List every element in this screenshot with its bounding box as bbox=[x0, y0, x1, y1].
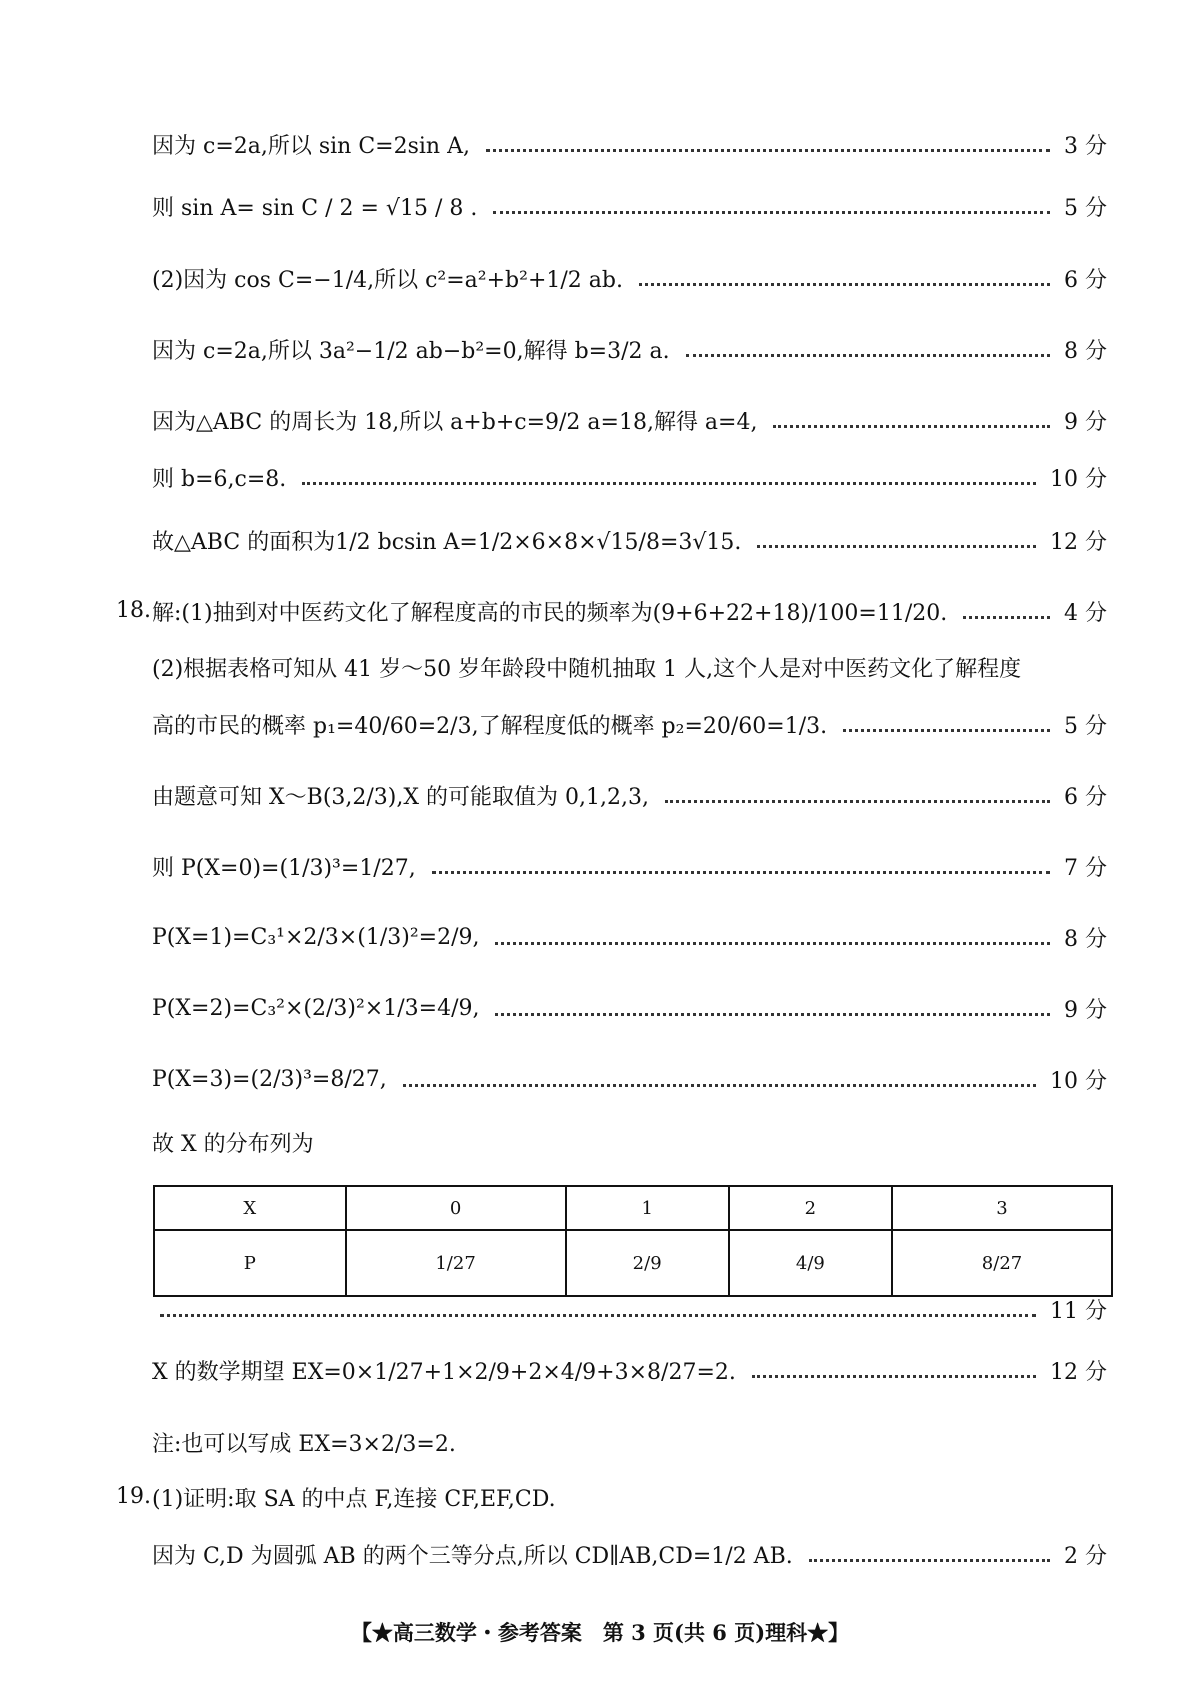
answer-expression: 则 b=6,c=8. bbox=[152, 466, 287, 492]
score-label: 9 分 bbox=[1064, 409, 1107, 435]
leader-dots bbox=[403, 1084, 1036, 1087]
leader-dots bbox=[160, 1314, 1036, 1317]
score-label: 8 分 bbox=[1064, 926, 1107, 952]
leader-dots bbox=[757, 545, 1036, 548]
leader-dots bbox=[639, 283, 1050, 286]
answer-line bbox=[152, 396, 1107, 444]
leader-dots bbox=[302, 482, 1036, 485]
table-cell: 0 bbox=[346, 1186, 566, 1230]
answer-expression: (2)因为 cos C=−1/4,所以 c²=a²+b²+1/2 ab. bbox=[152, 267, 623, 293]
distribution-table bbox=[153, 1185, 1113, 1297]
answer-line bbox=[152, 1530, 1107, 1578]
answer-expression: 因为 c=2a,所以 sin C=2sin A, bbox=[152, 133, 470, 159]
score-label: 12 分 bbox=[1050, 529, 1107, 555]
score-label: 2 分 bbox=[1064, 1543, 1107, 1569]
answer-expression: P(X=1)=C₃¹×2/3×(1/3)²=2/9, bbox=[152, 924, 480, 950]
score-label: 8 分 bbox=[1064, 338, 1107, 364]
score-label: 5 分 bbox=[1064, 713, 1107, 739]
leader-dots bbox=[432, 871, 1050, 874]
leader-dots bbox=[773, 425, 1050, 428]
answer-line bbox=[152, 127, 1107, 161]
answer-expression: 故△ABC 的面积为1/2 bcsin A=1/2×6×8×√15/8=3√15. bbox=[152, 529, 742, 555]
answer-expression: 高的市民的概率 p₁=40/60=2/3,了解程度低的概率 p₂=20/60=1/3. bbox=[152, 713, 828, 739]
answer-line bbox=[152, 182, 1107, 230]
score-label: 5 分 bbox=[1064, 195, 1107, 221]
score-label: 11 分 bbox=[1050, 1298, 1107, 1324]
answer-line bbox=[152, 1125, 1107, 1159]
answer-line bbox=[152, 984, 1107, 1032]
leader-dots bbox=[686, 354, 1050, 357]
answer-expression: 由题意可知 X～B(3,2/3),X 的可能取值为 0,1,2,3, bbox=[152, 784, 649, 810]
leader-dots bbox=[495, 1013, 1050, 1016]
answer-line bbox=[152, 460, 1107, 494]
answer-expression: 因为△ABC 的周长为 18,所以 a+b+c=9/2 a=18,解得 a=4, bbox=[152, 409, 758, 435]
answer-expression: 故 X 的分布列为 bbox=[152, 1131, 314, 1157]
table-cell: 2/9 bbox=[566, 1230, 729, 1296]
answer-expression: 则 sin A= sin C / 2 = √15 / 8 . bbox=[152, 195, 478, 221]
leader-dots bbox=[495, 942, 1050, 945]
table-cell: 3 bbox=[892, 1186, 1112, 1230]
score-label: 6 分 bbox=[1064, 784, 1107, 810]
table-row bbox=[154, 1230, 1112, 1296]
score-label: 3 分 bbox=[1064, 133, 1107, 159]
answer-line bbox=[152, 254, 1107, 302]
page-footer: 【★高三数学・参考答案 第 3 页(共 6 页)理科★】 bbox=[350, 1620, 850, 1645]
answer-expression: P(X=3)=(2/3)³=8/27, bbox=[152, 1066, 387, 1092]
answer-line bbox=[152, 1418, 1107, 1466]
answer-expression: 因为 c=2a,所以 3a²−1/2 ab−b²=0,解得 b=3/2 a. bbox=[152, 338, 670, 364]
score-label: 10 分 bbox=[1050, 1068, 1107, 1094]
leader-dots bbox=[665, 800, 1050, 803]
answer-expression: 则 P(X=0)=(1/3)³=1/27, bbox=[152, 855, 416, 881]
answer-line bbox=[152, 1346, 1107, 1394]
table-cell: X bbox=[154, 1186, 346, 1230]
score-label: 9 分 bbox=[1064, 997, 1107, 1023]
score-label: 7 分 bbox=[1064, 855, 1107, 881]
leader-dots bbox=[752, 1375, 1036, 1378]
score-label: 4 分 bbox=[1064, 600, 1107, 626]
leader-dots bbox=[809, 1559, 1050, 1562]
answer-line bbox=[152, 516, 1107, 564]
score-label: 12 分 bbox=[1050, 1359, 1107, 1385]
answer-line bbox=[152, 587, 1107, 635]
answer-expression: (1)证明:取 SA 的中点 F,连接 CF,EF,CD. bbox=[152, 1486, 556, 1512]
answer-line bbox=[152, 771, 1107, 819]
answer-line bbox=[152, 1055, 1107, 1103]
leader-dots bbox=[486, 149, 1050, 152]
answer-expression: 注:也可以写成 EX=3×2/3=2. bbox=[152, 1431, 456, 1457]
question-number: 18. bbox=[116, 598, 151, 623]
table-cell: P bbox=[154, 1230, 346, 1296]
leader-dots bbox=[963, 616, 1050, 619]
answer-line bbox=[152, 650, 1107, 684]
table-cell: 8/27 bbox=[892, 1230, 1112, 1296]
table-cell: 1 bbox=[566, 1186, 729, 1230]
answer-expression: 因为 C,D 为圆弧 AB 的两个三等分点,所以 CD∥AB,CD=1/2 AB. bbox=[152, 1543, 793, 1569]
question-number: 19. bbox=[116, 1484, 151, 1509]
answer-expression: X 的数学期望 EX=0×1/27+1×2/9+2×4/9+3×8/27=2. bbox=[152, 1359, 736, 1385]
answer-line bbox=[152, 1480, 1107, 1514]
table-row bbox=[154, 1186, 1112, 1230]
table-cell: 1/27 bbox=[346, 1230, 566, 1296]
table-cell: 4/9 bbox=[729, 1230, 892, 1296]
leader-dots bbox=[493, 211, 1050, 214]
answer-line bbox=[152, 325, 1107, 373]
answer-line bbox=[152, 700, 1107, 748]
answer-line bbox=[152, 913, 1107, 961]
answer-line bbox=[152, 842, 1107, 890]
table-cell: 2 bbox=[729, 1186, 892, 1230]
answer-line bbox=[152, 1292, 1107, 1326]
answer-expression: (2)根据表格可知从 41 岁～50 岁年龄段中随机抽取 1 人,这个人是对中医药文化了解程度 bbox=[152, 656, 1022, 682]
answer-expression: 解:(1)抽到对中医药文化了解程度高的市民的频率为(9+6+22+18)/100=11/20. bbox=[152, 600, 948, 626]
score-label: 10 分 bbox=[1050, 466, 1107, 492]
answer-expression: P(X=2)=C₃²×(2/3)²×1/3=4/9, bbox=[152, 995, 480, 1021]
score-label: 6 分 bbox=[1064, 267, 1107, 293]
leader-dots bbox=[843, 729, 1050, 732]
